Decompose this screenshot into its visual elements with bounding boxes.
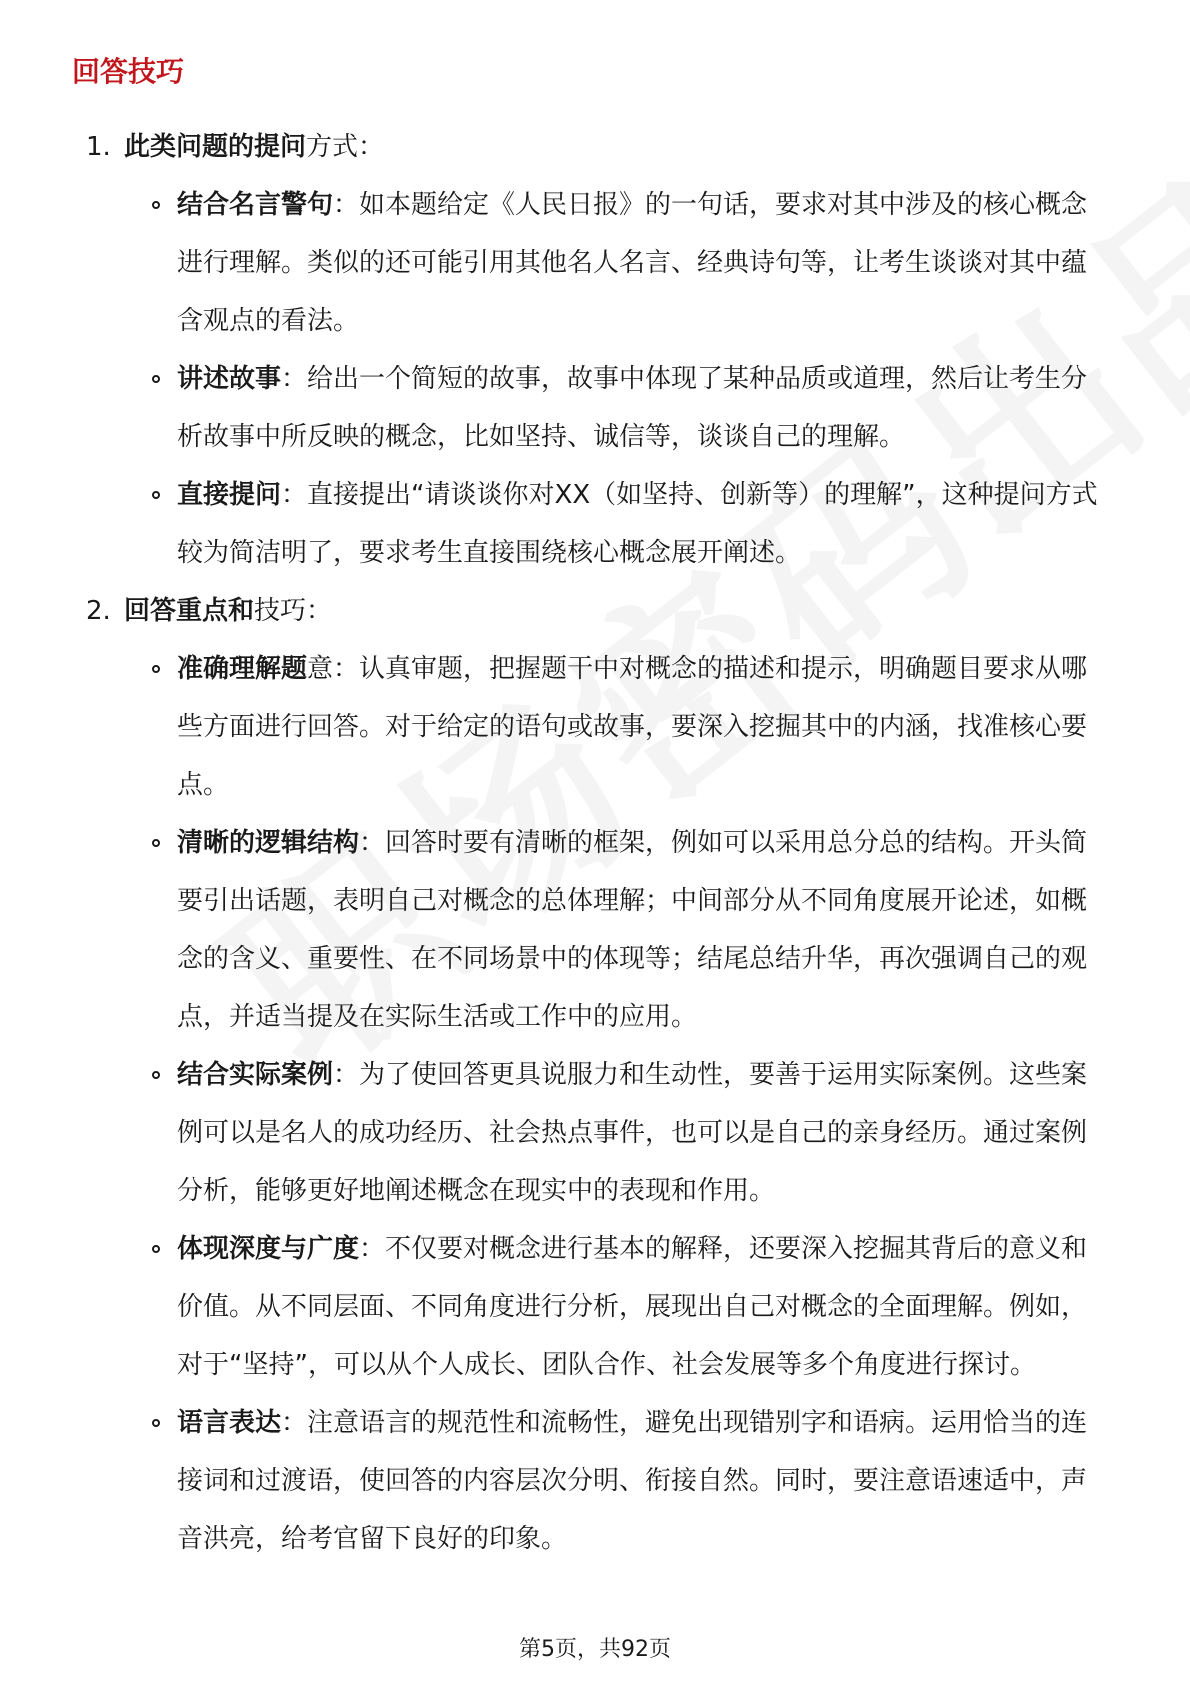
bullet-label: 结合实际案例 xyxy=(177,1060,334,1090)
list-item xyxy=(0,1220,1190,1394)
bullet-circle-icon xyxy=(152,1245,160,1253)
section-title-bold: 此类问题的提问 xyxy=(124,132,307,162)
section-answer-tips xyxy=(0,582,1190,1568)
list-item xyxy=(0,814,1190,1046)
bullet-circle-icon xyxy=(152,491,160,499)
bullet-text: 给出一个简短的故事，故事中体现了某种品质或道理，然后让考生分析故事中所反映的概念，比如坚持、诚信等，谈谈自己的理解。 xyxy=(177,364,1088,452)
bullet-label: 准确理解题 xyxy=(177,654,308,684)
bullet-text: 注意语言的规范性和流畅性，避免出现错别字和语病。运用恰当的连接词和过渡语，使回答的内容层次分明、衔接自然。同时，要注意语速适中，声音洪亮，给考官留下良好的印象。 xyxy=(177,1408,1088,1554)
document-body xyxy=(0,118,1190,1568)
bullet-separator: ： xyxy=(333,190,360,220)
bullet-separator: ： xyxy=(281,1408,308,1438)
bullet-text: 如本题给定《人民日报》的一句话，要求对其中涉及的核心概念进行理解。类似的还可能引用其他名人名言、经典诗句等，让考生谈谈对其中蕴含观点的看法。 xyxy=(177,190,1088,336)
bullet-circle-icon xyxy=(152,1419,160,1427)
list-item xyxy=(0,1046,1190,1220)
bullet-label: 语言表达 xyxy=(177,1408,282,1438)
section-title xyxy=(124,596,332,626)
bullet-text: 直接提出“请谈谈你对XX（如坚持、创新等）的理解”，这种提问方式较为简洁明了，要求考生直接围绕核心概念展开阐述。 xyxy=(177,480,1098,568)
bullet-separator: ： xyxy=(359,828,386,858)
section-heading xyxy=(0,118,1190,176)
section-number: 2. xyxy=(86,596,111,626)
list-item xyxy=(0,640,1190,814)
page-title: 回答技巧 xyxy=(72,55,185,88)
section-question-types xyxy=(0,118,1190,582)
bullet-label: 直接提问 xyxy=(177,480,282,510)
bullet-text: 不仅要对概念进行基本的解释，还要深入挖掘其背后的意义和价值。从不同层面、不同角度进行分析，展现出自己对概念的全面理解。例如，对于“坚持”，可以从个人成长、团队合作、社会发展等多个角度进行探讨。 xyxy=(177,1234,1088,1380)
section-heading xyxy=(0,582,1190,640)
bullet-text: 为了使回答更具说服力和生动性，要善于运用实际案例。这些案例可以是名人的成功经历、社会热点事件，也可以是自己的亲身经历。通过案例分析，能够更好地阐述概念在现实中的表现和作用。 xyxy=(177,1060,1088,1206)
section-title xyxy=(124,132,384,162)
list-item xyxy=(0,466,1190,582)
section-title-bold: 回答重点和 xyxy=(124,596,255,626)
bullet-circle-icon xyxy=(152,839,160,847)
page-number: 第5页，共92页 xyxy=(519,1637,671,1662)
bullet-separator: 意： xyxy=(307,654,360,684)
bullet-separator: ： xyxy=(281,480,308,510)
bullet-circle-icon xyxy=(152,1071,160,1079)
bullet-circle-icon xyxy=(152,665,160,673)
bullet-separator: ： xyxy=(333,1060,360,1090)
bullet-circle-icon xyxy=(152,201,160,209)
bullet-label: 讲述故事 xyxy=(177,364,282,394)
bullet-label: 结合名言警句 xyxy=(177,190,334,220)
bullet-separator: ： xyxy=(359,1234,386,1264)
section-title-rest: 技巧： xyxy=(254,596,333,626)
section-title-rest: 方式： xyxy=(306,132,385,162)
section-number: 1. xyxy=(86,132,111,162)
bullet-text: 回答时要有清晰的框架，例如可以采用总分总的结构。开头简要引出话题，表明自己对概念的总体理解；中间部分从不同角度展开论述，如概念的含义、重要性、在不同场景中的体现等；结尾总结升华，再次强调自己的观点，并适当提及在实际生活或工作中的应用。 xyxy=(177,828,1088,1032)
bullet-label: 体现深度与广度 xyxy=(177,1234,360,1264)
list-item xyxy=(0,350,1190,466)
list-item xyxy=(0,176,1190,350)
bullet-circle-icon xyxy=(152,375,160,383)
bullet-separator: ： xyxy=(281,364,308,394)
bullet-label: 清晰的逻辑结构 xyxy=(177,828,360,858)
bullet-text: 认真审题，把握题干中对概念的描述和提示，明确题目要求从哪些方面进行回答。对于给定的语句或故事，要深入挖掘其中的内涵，找准核心要点。 xyxy=(177,654,1088,800)
list-item xyxy=(0,1394,1190,1568)
